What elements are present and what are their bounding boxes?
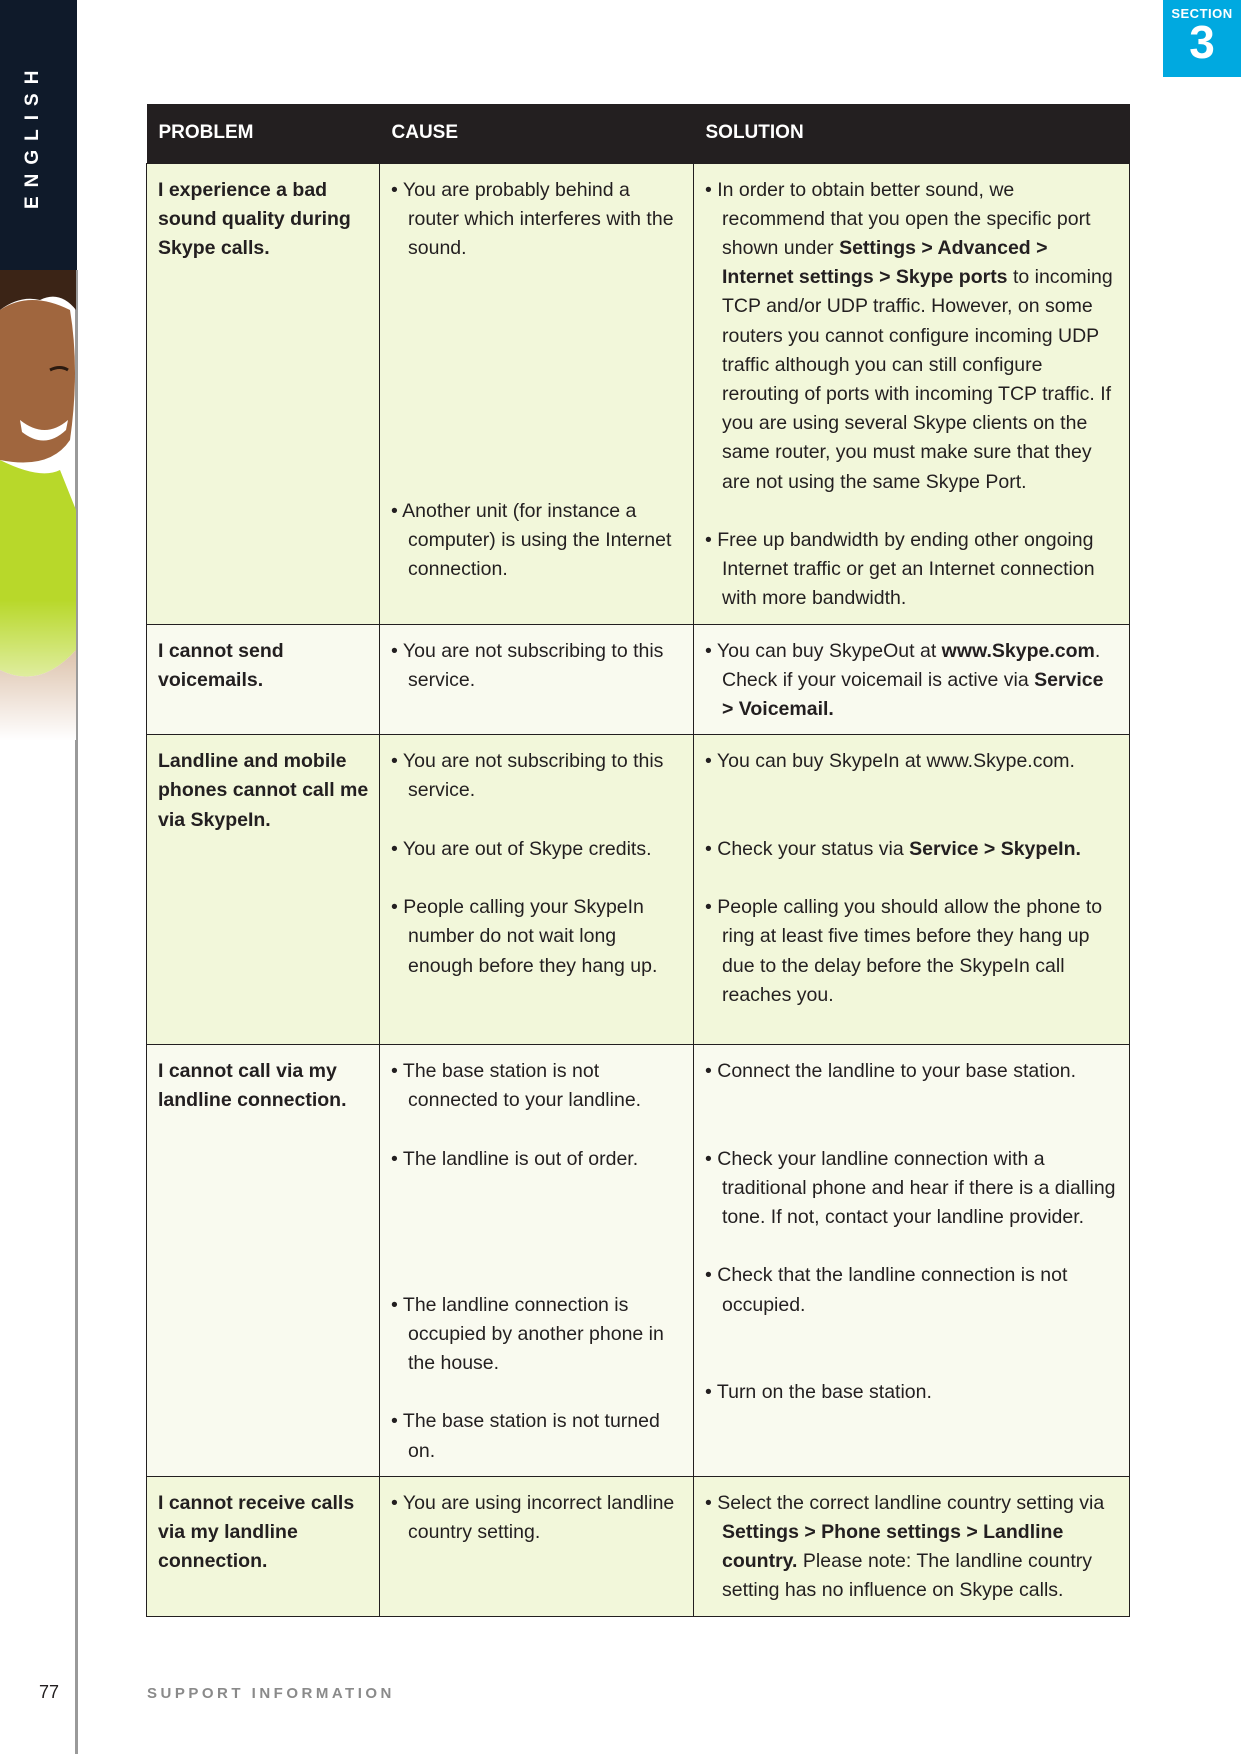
header-cause: CAUSE	[380, 104, 694, 163]
solution-cell	[694, 624, 1130, 735]
solution-cell	[694, 163, 1130, 624]
solution-item: • Select the correct landline country setting via Settings > Phone settings > Landline country. Please note: The landline country setting has no influence on Skype calls.	[705, 1491, 1105, 1602]
solution-item: • You can buy SkypeIn at www.Skype.com.	[705, 750, 1075, 773]
table-row	[147, 163, 1130, 624]
cause-item: • The base station is not turned on.	[391, 1410, 660, 1462]
solution-item: • Connect the landline to your base station.	[705, 1059, 1077, 1082]
solution-cell	[694, 1476, 1130, 1616]
cause-item: • The landline is out of order.	[391, 1147, 639, 1170]
cause-cell	[380, 624, 694, 735]
cause-item: • You are using incorrect landline country setting.	[391, 1491, 675, 1543]
sidebar-language-label: ENGLISH	[22, 61, 43, 209]
table-row	[147, 624, 1130, 735]
cause-cell	[380, 735, 694, 1045]
cause-item: • You are probably behind a router which interferes with the sound.	[391, 178, 674, 259]
solution-item: • You can buy SkypeOut at www.Skype.com. Check if your voicemail is active via Service > Voicemail.	[705, 639, 1104, 720]
page-number: 77	[39, 1682, 60, 1702]
cause-cell	[380, 1476, 694, 1616]
cause-item: • You are not subscribing to this service.	[391, 750, 664, 802]
solution-item: • Check your landline connection with a traditional phone and hear if there is a dialling tone. If not, contact your landline provider.	[705, 1147, 1116, 1228]
solution-cell	[694, 1044, 1130, 1476]
header-solution: SOLUTION	[694, 104, 1130, 163]
footer-section-label: SUPPORT INFORMATION	[147, 1685, 395, 1702]
table-row	[147, 1476, 1130, 1616]
problem-cell: I cannot send voicemails.	[147, 624, 380, 735]
problem-cell: I cannot call via my landline connection.	[147, 1044, 380, 1476]
section-badge	[1163, 0, 1241, 77]
woman-photo	[0, 270, 76, 740]
cause-item: • You are not subscribing to this service.	[391, 639, 664, 691]
header-problem: PROBLEM	[147, 104, 380, 163]
cause-item: • You are out of Skype credits.	[391, 837, 652, 860]
solution-cell	[694, 735, 1130, 1045]
section-number: 3	[1189, 16, 1215, 68]
solution-item: • Check that the landline connection is not occupied.	[705, 1264, 1068, 1316]
solution-item: • People calling you should allow the phone to ring at least five times before they hang up due to the delay before the SkypeIn call reaches you.	[705, 896, 1103, 1006]
cause-item: • The landline connection is occupied by another phone in the house.	[391, 1293, 664, 1374]
table-row	[147, 735, 1130, 1045]
solution-item: • Check your status via Service > SkypeIn.	[705, 837, 1081, 860]
solution-item: • In order to obtain better sound, we recommend that you open the specific port shown under Settings > Advanced > Internet settings > Skype ports to incoming TCP and/or UDP traffic. However, on some routers you cannot configure incoming UDP traffic although you can still configure rerouting of ports with incoming TCP traffic. If you are using several Skype clients on the same router, you must make sure that they are not using the same Skype Port.	[705, 178, 1113, 493]
troubleshooting-table	[146, 104, 1130, 1617]
table-row	[147, 1044, 1130, 1476]
problem-cell: Landline and mobile phones cannot call me via SkypeIn.	[147, 735, 380, 1045]
solution-item: • Turn on the base station.	[705, 1381, 932, 1404]
cause-cell	[380, 163, 694, 624]
sidebar-language-tab	[0, 0, 77, 270]
table-header-row	[147, 104, 1130, 163]
cause-item: • The base station is not connected to your landline.	[391, 1059, 642, 1112]
cause-item: • Another unit (for instance a computer) is using the Internet connection.	[391, 499, 672, 581]
cause-cell	[380, 1044, 694, 1476]
section-label: SECTION	[1171, 6, 1233, 21]
problem-cell: I cannot receive calls via my landline connection.	[147, 1476, 380, 1616]
cause-item: • People calling your SkypeIn number do not wait long enough before they hang up.	[391, 896, 658, 977]
problem-cell: I experience a bad sound quality during Skype calls.	[147, 163, 380, 624]
solution-item: • Free up bandwidth by ending other ongoing Internet traffic or get an Internet connection with more bandwidth.	[705, 528, 1095, 610]
